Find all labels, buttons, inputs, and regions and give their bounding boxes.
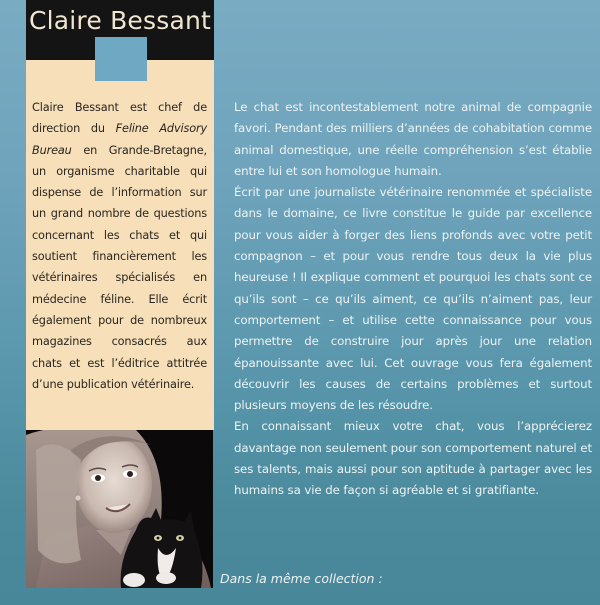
author-with-cat-image [26,430,213,588]
bio-text-part2: en Grande-Bretagne, un organisme charitable qui dispense de l’information sur un grand nombre de questions concernant les chats et qui soutient financièrement les vétérinaires spécialisés en médecine féline. Elle écrit également pour de nombreux magazines consacrés aux chats et est l’éditrice attitrée d’une publication vétérinaire. [32,143,207,391]
organization-name: Feline Advisory Bureau [32,122,207,157]
author-bio [32,97,207,395]
bio-text-part1: Claire Bessant est chef de direction du [32,101,207,136]
author-photo [26,430,213,588]
collection-label: Dans la même collection : [220,571,383,586]
author-bio-text [32,97,207,395]
decorative-blue-square [95,37,147,81]
author-name: Claire Bessant [28,6,212,35]
blurb-paragraph-1: Le chat est incontestablement notre animal de compagnie favori. Pendant des milliers d’années de cohabitation comme animal domestique, une réelle compréhension s’est établie entre lui et son homologue humain. [234,100,592,178]
blurb-paragraph-2: Écrit par une journaliste vétérinaire renommée et spécialiste dans le domaine, ce livre constitue le guide par excellence pour vous aider à forger des liens profonds avec votre petit compagnon – et pour vous rendre tous deux la vie plus heureuse ! Il explique comment et pourquoi les chats sont ce qu’ils sont – ce qu’ils aiment, ce qu’ils n’aiment pas, leur comportement – et utilise cette connaissance pour vous permettre de construire jour après jour une relation épanouissante avec lui. Cet ouvrage vous fera également découvrir les causes de certains problèmes et surtout plusieurs moyens de les résoudre. [234,185,592,413]
book-blurb [234,97,592,502]
blurb-paragraph-3: En connaissant mieux votre chat, vous l’apprécierez davantage non seulement pour son comportement naturel et ses talents, mais aussi pour son aptitude à partager avec les humains sa vie de façon si agréable et si gratifiante. [234,419,592,498]
